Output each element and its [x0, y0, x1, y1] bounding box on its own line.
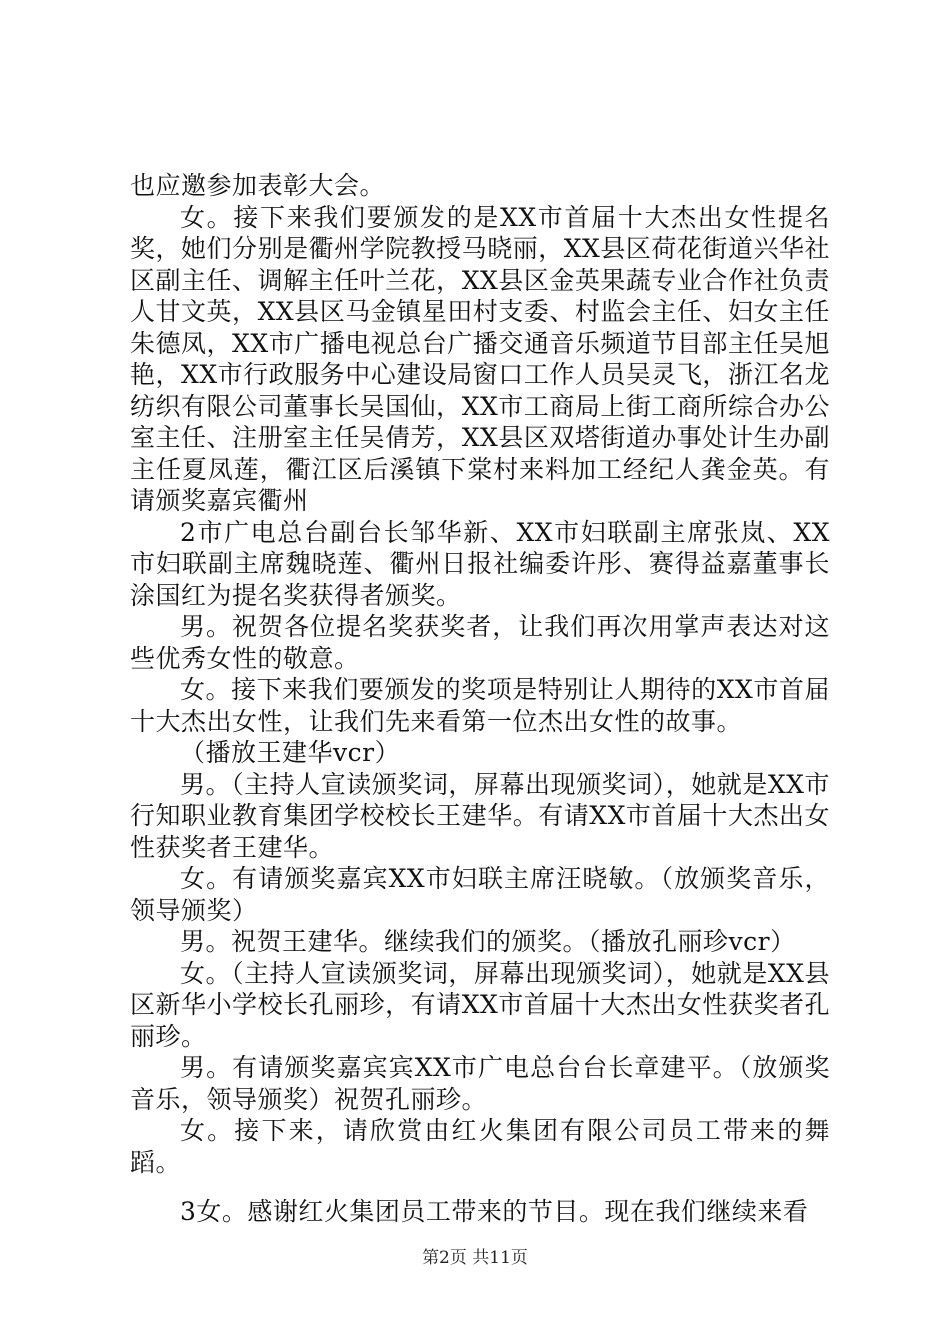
paragraph-9: 男。祝贺王建华。继续我们的颁奖。（播放孔丽珍vcr）: [180, 927, 796, 956]
paragraph-5: 女。接下来我们要颁发的奖项是特别让人期待的XX市首届十大杰出女性，让我们先来看第一位杰出女性的故事。: [130, 675, 830, 736]
document-body: [130, 170, 830, 1228]
paragraph-13: 3女。感谢红火集团员工带来的节目。现在我们继续来看: [180, 1197, 809, 1226]
paragraph-3: 2市广电总台副台长邹华新、XX市妇联副主席张岚、XX市妇联副主席魏晓莲、衢州日报社编委许彤、赛得益嘉董事长涂国红为提名奖获得者颁奖。: [130, 517, 830, 610]
paragraph-1: 也应邀参加表彰大会。: [130, 171, 386, 200]
paragraph-12: 女。接下来，请欣赏由红火集团有限公司员工带来的舞蹈。: [130, 1116, 830, 1177]
paragraph-2: 女。接下来我们要颁发的是XX市首届十大杰出女性提名奖，她们分别是衢州学院教授马晓丽，XX县区荷花街道兴华社区副主任、调解主任叶兰花，XX县区金英果蔬专业合作社负责人甘文英，XX县区马金镇星田村支委、村监会主任、妇女主任朱德凤，XX市广播电视总台广播交通音乐频道节目部主任吴旭艳，XX市行政服务中心建设局窗口工作人员吴灵飞，浙江名龙纺织有限公司董事长吴国仙，XX市工商局上街工商所综合办公室主任、注册室主任吴倩芳，XX县区双塔街道办事处计生办副主任夏凤莲，衢江区后溪镇下棠村来料加工经纪人龚金英。有请颁奖嘉宾衢州: [130, 202, 830, 515]
paragraph-10: 女。（主持人宣读颁奖词，屏幕出现颁奖词），她就是XX县区新华小学校长孔丽珍，有请XX市首届十大杰出女性获奖者孔丽珍。: [130, 958, 830, 1051]
page-footer: 第2页 共11页: [422, 1248, 528, 1268]
paragraph-4: 男。祝贺各位提名奖获奖者，让我们再次用掌声表达对这些优秀女性的敬意。: [130, 612, 830, 673]
paragraph-11: 男。有请颁奖嘉宾宾XX市广电总台台长章建平。（放颁奖音乐，领导颁奖）祝贺孔丽珍。: [130, 1053, 830, 1114]
paragraph-7: 男。（主持人宣读颁奖词，屏幕出现颁奖词），她就是XX市行知职业教育集团学校校长王建华。有请XX市首届十大杰出女性获奖者王建华。: [130, 769, 830, 862]
paragraph-6: （播放王建华vcr）: [180, 738, 401, 767]
paragraph-8: 女。有请颁奖嘉宾XX市妇联主席汪晓敏。（放颁奖音乐，领导颁奖）: [130, 864, 830, 925]
